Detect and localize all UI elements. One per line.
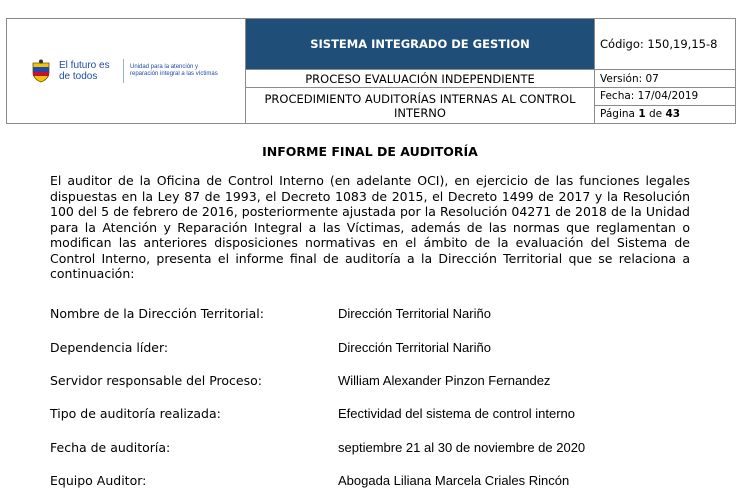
field-label: Fecha de auditoría: [50,440,171,455]
field-label: Tipo de auditoría realizada: [50,406,221,421]
field-value: septiembre 21 al 30 de noviembre de 2020 [338,440,586,455]
brand-sub: Unidad para la atención y reparación integral a las víctimas [130,64,218,77]
field-value: Dirección Territorial Nariño [338,340,491,355]
system-title: SISTEMA INTEGRADO DE GESTION [246,19,595,70]
codigo: Código: 150,19,15-8 [595,19,736,70]
fecha-pagina-cell [595,88,736,124]
crest-icon [31,59,51,83]
fecha: Fecha: 17/04/2019 [595,88,735,106]
field-value: Abogada Liliana Marcela Criales Rincón [338,473,570,488]
field-value: Dirección Territorial Nariño [338,306,491,321]
intro-paragraph: El auditor de la Oficina de Control Interno (en adelante OCI), en ejercicio de las funciones legales dispuestas en la Ley 87 de 1993, el Decreto 1083 de 2015, el Decreto 1499 de 2017 y la Resolución 100 del 5 de febrero de 2016, posteriormente ajustada por la Resolución 04271 de 2018 de la Unidad para la Atención y Reparación Integral a las Víctimas, además de las normas que reglamentan o modifican las anteriores disposiciones normativas en el ámbito de la evaluación del Sistema de Control Interno, presenta el informe final de auditoría a la Dirección Territorial que se relaciona a continuación: [50,173,690,281]
logo-cell [7,19,246,124]
brand-divider [123,59,124,83]
field-value: William Alexander Pinzon Fernandez [338,373,551,388]
process-name: PROCESO EVALUACIÓN INDEPENDIENTE [246,70,595,88]
field-label: Equipo Auditor: [50,473,147,488]
procedure-name: PROCEDIMIENTO AUDITORÍAS INTERNAS AL CONTROL INTERNO [246,88,595,124]
field-value: Efectividad del sistema de control interno [338,406,576,421]
field-label: Servidor responsable del Proceso: [50,373,262,388]
report-title: INFORME FINAL DE AUDITORÍA [262,144,478,159]
version: Versión: 07 [595,70,736,88]
document-header [6,18,736,124]
field-label: Dependencia líder: [50,340,169,355]
field-label: Nombre de la Dirección Territorial: [50,306,264,321]
pagina: Página 1 de 43 [600,108,681,120]
logo [7,59,245,83]
page-total: 43 [665,108,681,120]
brand-main: El futuro es de todos [59,60,110,82]
page-number: 1 [638,108,646,120]
